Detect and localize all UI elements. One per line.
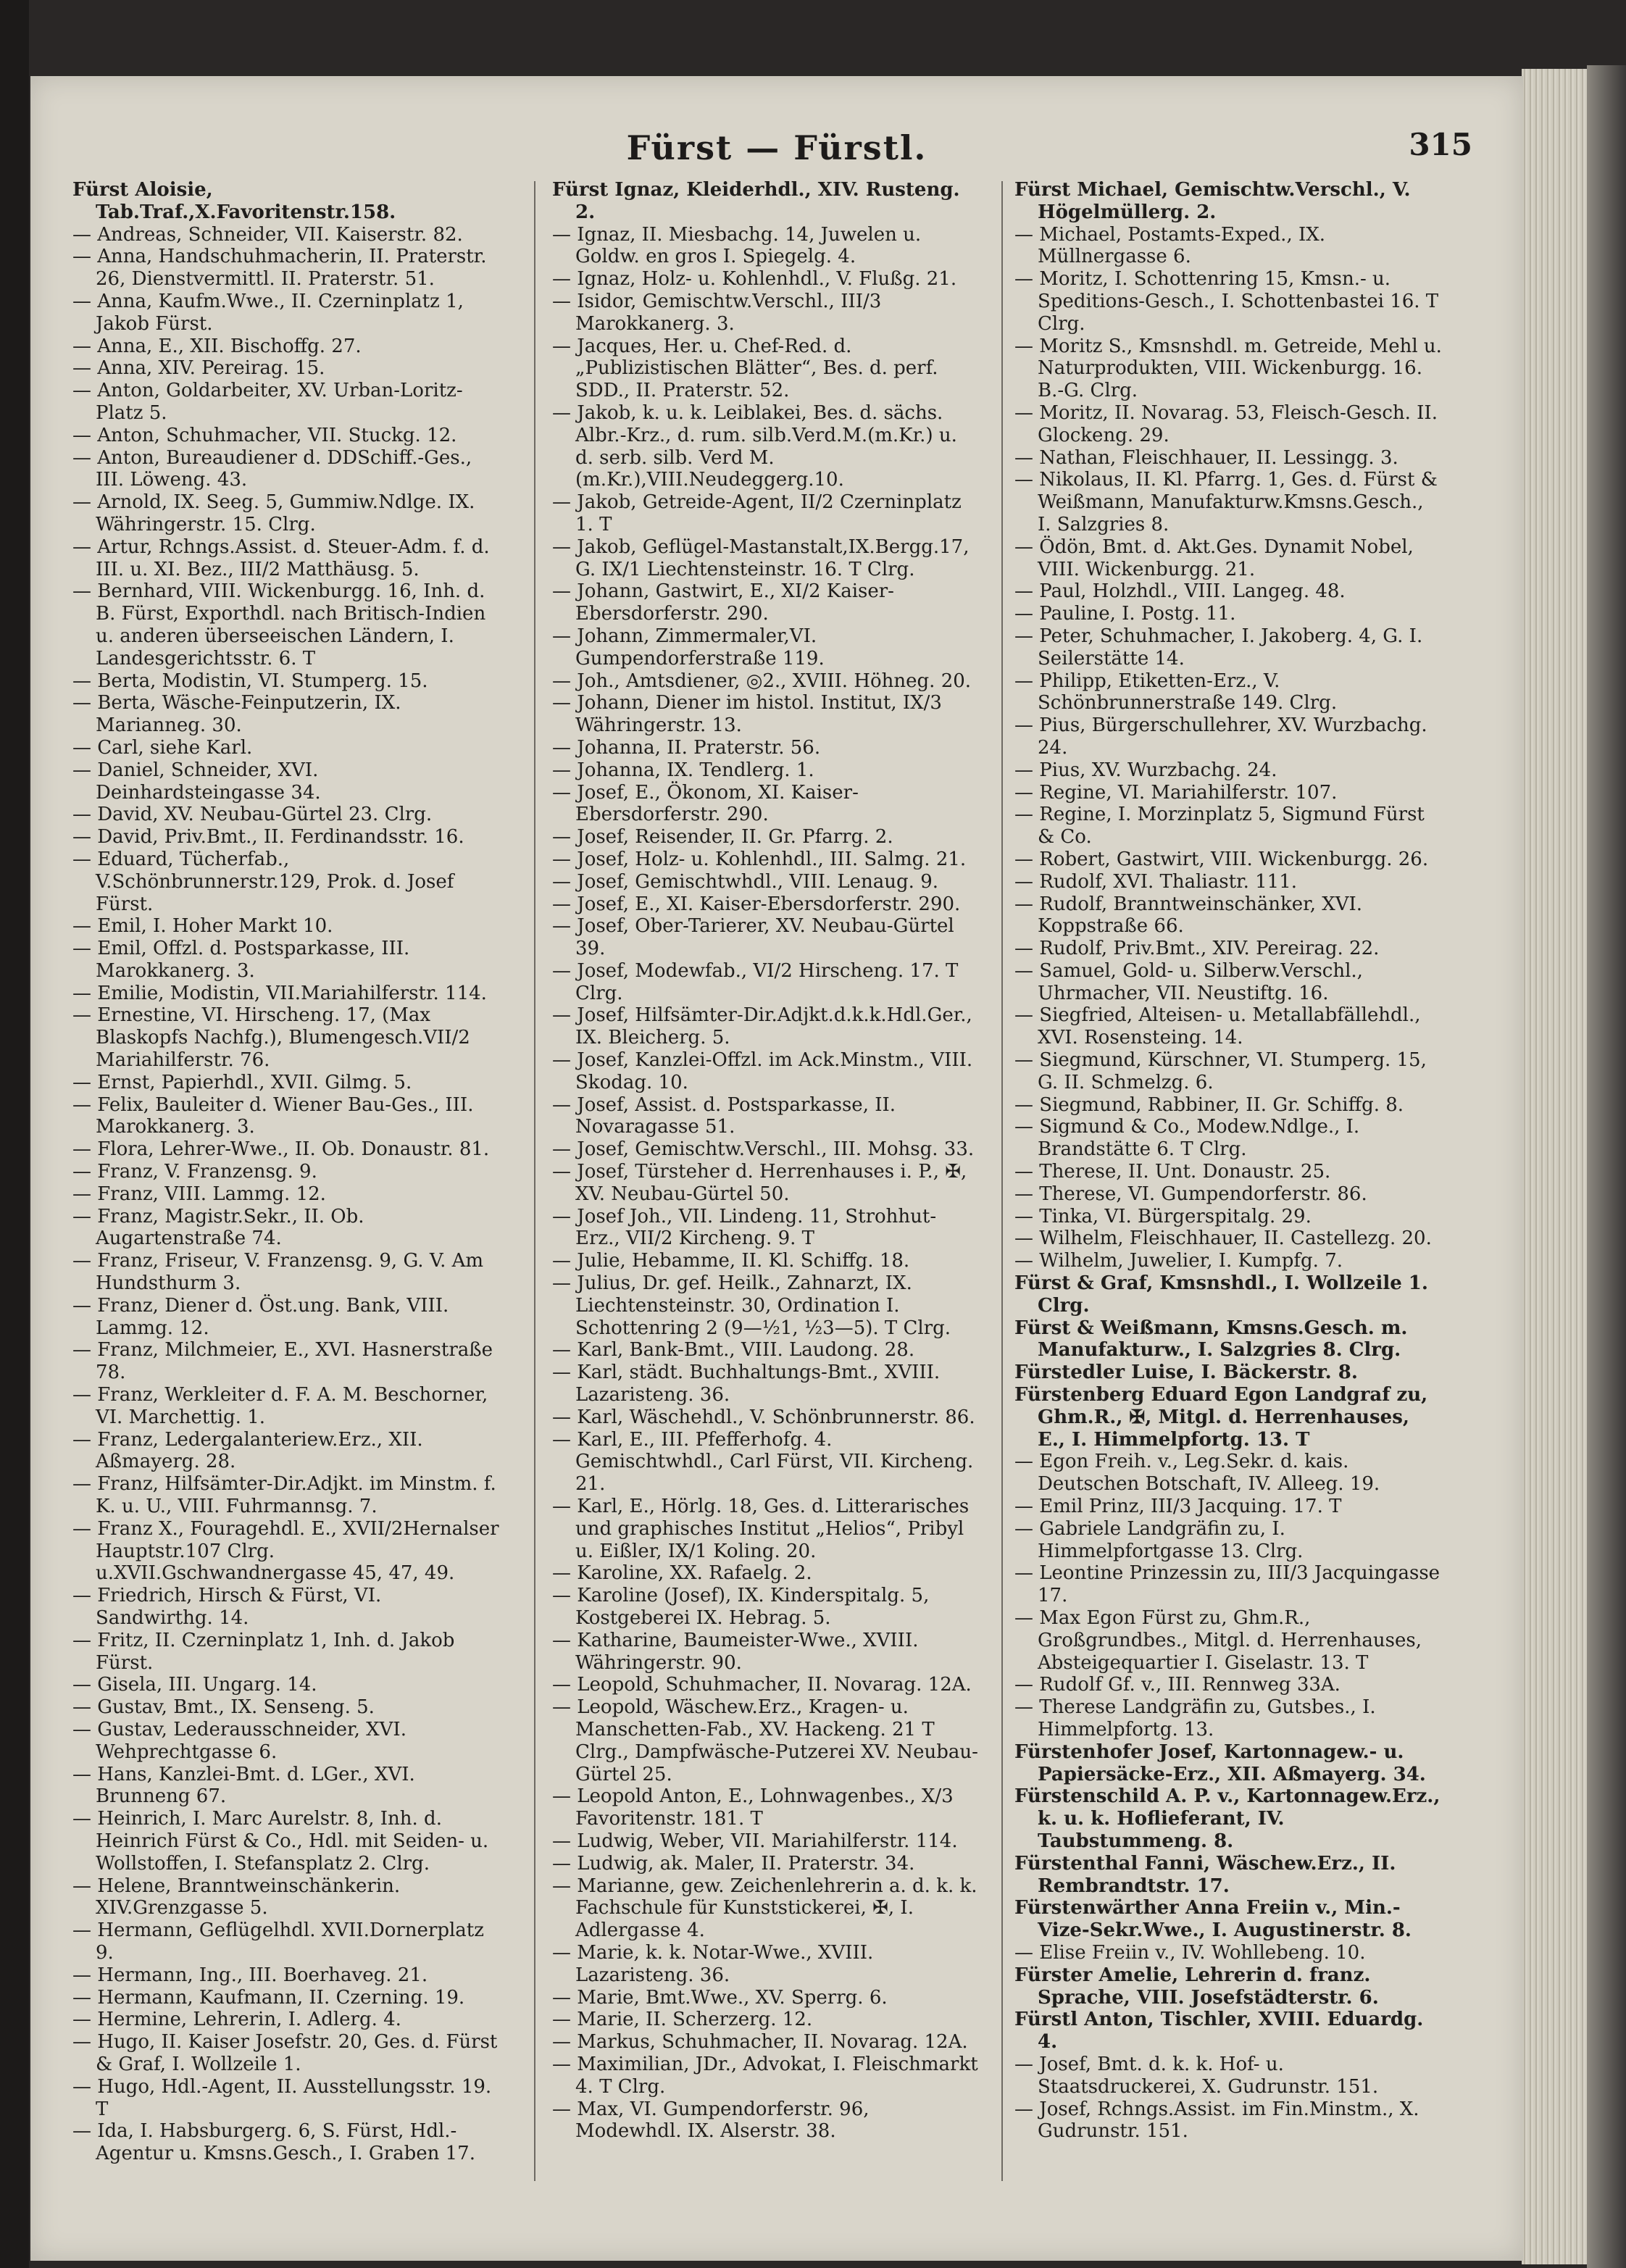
directory-entry: — Hugo, II. Kaiser Josefstr. 20, Ges. d. Fürst & Graf, I. Wollzeile 1. — [72, 2031, 498, 2075]
directory-entry: — Josef, Türsteher d. Herrenhauses i. P., ✠, XV. Neubau-Gürtel 50. — [552, 1161, 967, 1205]
directory-entry: — Marie, k. k. Notar-Wwe., XVIII. Lazaristeng. 36. — [552, 1941, 874, 1986]
directory-entry: — Daniel, Schneider, XVI. Deinhardsteingasse 34. — [72, 759, 321, 804]
directory-entry: — Regine, I. Morzinplatz 5, Sigmund Fürst & Co. — [1014, 804, 1425, 849]
directory-entry: — Franz, Milchmeier, E., XVI. Hasnerstraße 78. — [72, 1339, 493, 1384]
directory-entry: — Franz, V. Franzensg. 9. — [72, 1161, 317, 1183]
directory-entry: — Johanna, IX. Tendlerg. 1. — [552, 759, 814, 781]
column-divider — [1001, 181, 1003, 2181]
column-divider — [534, 181, 535, 2181]
directory-entry: — Artur, Rchngs.Assist. d. Steuer-Adm. f. d. III. u. XI. Bez., III/2 Matthäusg. 5. — [72, 535, 490, 580]
directory-entry: — Rudolf, Branntweinschänker, XVI. Koppstraße 66. — [1014, 893, 1363, 938]
directory-entry: — Tinka, VI. Bürgerspitalg. 29. — [1014, 1205, 1312, 1227]
directory-entry: — Johann, Diener im histol. Institut, IX/3 Währingerstr. 13. — [552, 692, 942, 737]
directory-entry: — Egon Freih. v., Leg.Sekr. d. kais. Deutschen Botschaft, IV. Alleeg. 19. — [1014, 1451, 1380, 1496]
directory-entry: — Markus, Schuhmacher, II. Novarag. 12A. — [552, 2031, 968, 2054]
directory-entry: — Hermann, Geflügelhdl. XVII.Dornerplatz 9. — [72, 1919, 484, 1964]
book-binding-edge — [0, 0, 29, 2268]
directory-entry: — Josef, Ober-Tarierer, XV. Neubau-Gürtel 39. — [552, 915, 954, 960]
directory-entry: — Anna, XIV. Pereirag. 15. — [72, 357, 325, 380]
directory-entry: — Therese Landgräfin zu, Gutsbes., I. Himmelpfortg. 13. — [1014, 1696, 1376, 1740]
directory-entry: — Ludwig, ak. Maler, II. Praterstr. 34. — [552, 1852, 915, 1875]
directory-entry: — Katharine, Baumeister-Wwe., XVIII. Währingerstr. 90. — [552, 1629, 919, 1674]
directory-column-1 — [72, 179, 500, 2208]
directory-entry: — Ignaz, II. Miesbachg. 14, Juwelen u. Goldw. en gros I. Spiegelg. 4. — [552, 223, 922, 268]
directory-entry: — Rudolf Gf. v., III. Rennweg 33A. — [1014, 1674, 1341, 1696]
directory-entry: Fürst & Graf, Kmsnshdl., I. Wollzeile 1. Clrg. — [1014, 1272, 1428, 1317]
directory-entry: — Pius, XV. Wurzbachg. 24. — [1014, 759, 1277, 781]
directory-entry: — Siegfried, Alteisen- u. Metallabfällehdl., XVI. Rosensteing. 14. — [1014, 1004, 1421, 1049]
directory-entry: — Sigmund & Co., Modew.Ndlge., I. Brandstätte 6. T Clrg. — [1014, 1116, 1360, 1161]
directory-entry: — Moritz, I. Schottenring 15, Kmsn.- u. Speditions-Gesch., I. Schottenbastei 16. T Clrg. — [1014, 268, 1439, 335]
directory-entry: Fürstenthal Fanni, Wäschew.Erz., II. Rembrandtstr. 17. — [1014, 1852, 1396, 1897]
directory-entry: — Karoline (Josef), IX. Kinderspitalg. 5, Kostgeberei IX. Hebrag. 5. — [552, 1585, 930, 1629]
directory-entry: — Franz, Diener d. Öst.ung. Bank, VIII. Lammg. 12. — [72, 1294, 449, 1339]
directory-entry: — Joh., Amtsdiener, ◎2., XVIII. Höhneg. 20. — [552, 670, 972, 692]
directory-entry: Fürst Aloisie, Tab.Traf.,X.Favoritenstr.158. — [72, 179, 396, 223]
directory-entry: — Moritz S., Kmsnshdl. m. Getreide, Mehl u. Naturprodukten, VIII. Wickenburgg. 16. B.-G. Clrg. — [1014, 335, 1442, 402]
directory-entry: — Johann, Zimmermaler,VI. Gumpendorferstraße 119. — [552, 625, 825, 670]
directory-entry: — Flora, Lehrer-Wwe., II. Ob. Donaustr. 81. — [72, 1138, 490, 1161]
directory-entry: — Heinrich, I. Marc Aurelstr. 8, Inh. d. Heinrich Fürst & Co., Hdl. mit Seiden- u. Wollstoffen, I. Stefansplatz 2. Clrg. — [72, 1808, 489, 1875]
directory-entry: — Rudolf, Priv.Bmt., XIV. Pereirag. 22. — [1014, 938, 1380, 960]
directory-entry: — Josef, Kanzlei-Offzl. im Ack.Minstm., VIII. Skodag. 10. — [552, 1049, 973, 1093]
directory-entry: — Julius, Dr. gef. Heilk., Zahnarzt, IX. Liechtensteinstr. 30, Ordination I. Schottenring 2 (9—½1, ½3—5). T Clrg. — [552, 1272, 951, 1339]
directory-entry: — Karl, Bank-Bmt., VIII. Laudong. 28. — [552, 1339, 915, 1362]
directory-entry: — Karl, E., Hörlg. 18, Ges. d. Litterarisches und graphisches Institut „Helios“, Pribyl u. Eißler, IX/1 Koling. 20. — [552, 1496, 970, 1562]
directory-entry: — Ida, I. Habsburgerg. 6, S. Fürst, Hdl.-Agentur u. Kmsns.Gesch., I. Graben 17. — [72, 2120, 475, 2165]
page-stack-edge — [1522, 69, 1587, 2264]
directory-entry: — Josef, Bmt. d. k. k. Hof- u. Staatsdruckerei, X. Gudrunstr. 151. — [1014, 2053, 1379, 2098]
directory-entry: — Philipp, Etiketten-Erz., V. Schönbrunnerstraße 149. Clrg. — [1014, 670, 1338, 714]
directory-entry: — Moritz, II. Novarag. 53, Fleisch-Gesch. II. Glockeng. 29. — [1014, 401, 1438, 446]
directory-entry: — Josef, E., XI. Kaiser-Ebersdorferstr. 290. — [552, 893, 961, 915]
directory-entry: — Samuel, Gold- u. Silberw.Verschl., Uhrmacher, VII. Neustiftg. 16. — [1014, 959, 1363, 1004]
directory-entry: — Bernhard, VIII. Wickenburgg. 16, Inh. d. B. Fürst, Exporthdl. nach Britisch-Indien u. anderen überseeischen Ländern, I. Landesgerichtsstr. 6. T — [72, 580, 486, 670]
directory-entry: — Therese, VI. Gumpendorferstr. 86. — [1014, 1183, 1367, 1205]
directory-entry: — Anton, Goldarbeiter, XV. Urban-Loritz-Platz 5. — [72, 380, 463, 424]
directory-entry: — Julie, Hebamme, II. Kl. Schiffg. 18. — [552, 1250, 910, 1272]
directory-entry: — Pius, Bürgerschullehrer, XV. Wurzbachg. 24. — [1014, 714, 1427, 759]
directory-entry: — Josef, Rchngs.Assist. im Fin.Minstm., X. Gudrunstr. 151. — [1014, 2098, 1419, 2143]
directory-entry: — Wilhelm, Fleischhauer, II. Castellezg. 20. — [1014, 1227, 1432, 1250]
directory-entry: — Paul, Holzhdl., VIII. Langeg. 48. — [1014, 580, 1346, 603]
directory-entry: — Emilie, Modistin, VII.Mariahilferstr. 114. — [72, 982, 487, 1004]
directory-entry: — Rudolf, XVI. Thaliastr. 111. — [1014, 870, 1298, 893]
directory-entry: Fürster Amelie, Lehrerin d. franz. Sprache, VIII. Josefstädterstr. 6. — [1014, 1964, 1379, 2009]
page-header-title: Fürst — Fürstl. — [626, 128, 927, 167]
directory-entry: — Leopold Anton, E., Lohnwagenbes., X/3 Favoritenstr. 181. T — [552, 1785, 954, 1830]
directory-entry: — Josef Joh., VII. Lindeng. 11, Strohhut-Erz., VII/2 Kircheng. 9. T — [552, 1205, 937, 1250]
directory-entry: — Gustav, Bmt., IX. Senseng. 5. — [72, 1696, 375, 1719]
directory-entry: — Eduard, Tücherfab., V.Schönbrunnerstr.129, Prok. d. Josef Fürst. — [72, 848, 454, 915]
directory-entry: — Ödön, Bmt. d. Akt.Ges. Dynamit Nobel, VIII. Wickenburgg. 21. — [1014, 535, 1414, 580]
directory-column-2 — [552, 179, 980, 2208]
directory-entry: — Ernestine, VI. Hirscheng. 17, (Max Blaskopfs Nachfg.), Blumengesch.VII/2 Mariahilferstr. 76. — [72, 1004, 470, 1072]
directory-entry: — Josef, Holz- u. Kohlenhdl., III. Salmg. 21. — [552, 848, 967, 870]
directory-entry: — Emil, Offzl. d. Postsparkasse, III. Marokkanerg. 3. — [72, 938, 410, 982]
directory-entry: — Franz, Werkleiter d. F. A. M. Beschorner, VI. Marchettig. 1. — [72, 1384, 488, 1428]
directory-entry: — Johanna, II. Praterstr. 56. — [552, 736, 821, 759]
directory-entry: — Ignaz, Holz- u. Kohlenhdl., V. Flußg. 21. — [552, 268, 957, 291]
directory-entry: — Emil, I. Hoher Markt 10. — [72, 915, 333, 938]
directory-entry: — Siegmund, Kürschner, VI. Stumperg. 15, G. II. Schmelzg. 6. — [1014, 1049, 1427, 1093]
directory-entry: — Marie, Bmt.Wwe., XV. Sperrg. 6. — [552, 1986, 888, 2009]
directory-entry: Fürstedler Luise, I. Bäckerstr. 8. — [1014, 1362, 1358, 1384]
page-number: 315 — [1409, 127, 1472, 162]
directory-entry: — Anna, E., XII. Bischoffg. 27. — [72, 335, 362, 357]
directory-entry: — Regine, VI. Mariahilferstr. 107. — [1014, 781, 1338, 804]
directory-entry: Fürstenhofer Josef, Kartonnagew.- u. Papiersäcke-Erz., XII. Aßmayerg. 34. — [1014, 1740, 1426, 1785]
directory-entry: — Max Egon Fürst zu, Ghm.R., Großgrundbes., Mitgl. d. Herrenhauses, Absteigequartier I. Giselastr. 13. T — [1014, 1607, 1422, 1674]
directory-entry: — Franz X., Fouragehdl. E., XVII/2Hernalser Hauptstr.107 Clrg. u.XVII.Gschwandnergasse 45, 47, 49. — [72, 1517, 499, 1585]
directory-entry: — Leontine Prinzessin zu, III/3 Jacquingasse 17. — [1014, 1562, 1441, 1607]
directory-entry: — Andreas, Schneider, VII. Kaiserstr. 82. — [72, 223, 463, 246]
directory-entry: — Michael, Postamts-Exped., IX. Müllnergasse 6. — [1014, 223, 1326, 268]
directory-entry: — Franz, Hilfsämter-Dir.Adjkt. im Minstm. f. K. u. U., VIII. Fuhrmannsg. 7. — [72, 1473, 496, 1518]
directory-entry: — Gabriele Landgräfin zu, I. Himmelpfortgasse 13. Clrg. — [1014, 1517, 1304, 1562]
directory-entry: — Franz, Ledergalanteriew.Erz., XII. Aßmayerg. 28. — [72, 1428, 423, 1473]
directory-entry: — Johann, Gastwirt, E., XI/2 Kaiser-Ebersdorferstr. 290. — [552, 580, 894, 625]
directory-entry: — Elise Freiin v., IV. Wohllebeng. 10. — [1014, 1941, 1366, 1964]
directory-entry: — Leopold, Wäschew.Erz., Kragen- u. Manschetten-Fab., XV. Hackeng. 21 T Clrg., Dampfwäsche-Putzerei XV. Neubau-Gürtel 25. — [552, 1696, 978, 1785]
directory-entry: — Karoline, XX. Rafaelg. 2. — [552, 1562, 812, 1585]
directory-entry: — Jakob, Getreide-Agent, II/2 Czerninplatz 1. T — [552, 491, 962, 535]
directory-entry: Fürstenberg Eduard Egon Landgraf zu, Ghm.R., ✠, Mitgl. d. Herrenhauses, E., I. Himmelpfortg. 13. T — [1014, 1384, 1428, 1451]
directory-entry: — Nikolaus, II. Kl. Pfarrg. 1, Ges. d. Fürst & Weißmann, Manufakturw.Kmsns.Gesch., I. Salzgries 8. — [1014, 469, 1438, 535]
directory-entry: — David, XV. Neubau-Gürtel 23. Clrg. — [72, 804, 433, 826]
directory-entry: — Berta, Wäsche-Feinputzerin, IX. Mariannеg. 30. — [72, 692, 401, 737]
directory-entry: — Therese, II. Unt. Donaustr. 25. — [1014, 1161, 1331, 1183]
directory-entry: Fürstl Anton, Tischler, XVIII. Eduardg. 4. — [1014, 2009, 1424, 2054]
directory-entry: — Franz, Magistr.Sekr., II. Ob. Augartenstraße 74. — [72, 1205, 364, 1250]
directory-entry: — Josef, Gemischtw.Verschl., III. Mohsg. 33. — [552, 1138, 975, 1161]
directory-entry: — Josef, Gemischtwhdl., VIII. Lenaug. 9. — [552, 870, 939, 893]
directory-entry: — Gisela, III. Ungarg. 14. — [72, 1674, 317, 1696]
directory-entry: — Robert, Gastwirt, VIII. Wickenburgg. 26. — [1014, 848, 1429, 870]
directory-entry: — David, Priv.Bmt., II. Ferdinandsstr. 16. — [72, 826, 464, 849]
directory-entry: — Maximilian, JDr., Advokat, I. Fleischmarkt 4. T Clrg. — [552, 2053, 978, 2098]
directory-entry: — Isidor, Gemischtw.Verschl., III/3 Marokkanerg. 3. — [552, 290, 882, 335]
directory-entry: — Wilhelm, Juwelier, I. Kumpfg. 7. — [1014, 1250, 1343, 1272]
directory-entry: Fürst Ignaz, Kleiderhdl., XIV. Rusteng. 2. — [552, 179, 960, 223]
directory-entry: — Karl, städt. Buchhaltungs-Bmt., XVIII. Lazaristeng. 36. — [552, 1362, 941, 1406]
directory-entry: — Ludwig, Weber, VII. Mariahilferstr. 114. — [552, 1830, 958, 1852]
directory-entry: — Josef, E., Ökonom, XI. Kaiser-Ebersdorferstr. 290. — [552, 781, 859, 826]
directory-entry: — Josef, Modewfab., VI/2 Hirscheng. 17. T Clrg. — [552, 959, 959, 1004]
directory-page — [30, 76, 1523, 2261]
directory-entry: — Max, VI. Gumpendorferstr. 96, Modewhdl. IX. Alserstr. 38. — [552, 2098, 870, 2143]
directory-entry: — Hugo, Hdl.-Agent, II. Ausstellungsstr. 19. T — [72, 2075, 492, 2120]
directory-entry: — Hermann, Kaufmann, II. Czerning. 19. — [72, 1986, 465, 2009]
directory-column-3 — [1014, 179, 1442, 2208]
directory-entry: — Franz, VIII. Lammg. 12. — [72, 1183, 326, 1205]
directory-entry: — Anton, Bureaudiener d. DDSchiff.-Ges., III. Löweng. 43. — [72, 446, 472, 491]
directory-entry: Fürst Michael, Gemischtw.Verschl., V. Högelmüllerg. 2. — [1014, 179, 1411, 223]
directory-entry: — Arnold, IX. Seeg. 5, Gummiw.Ndlge. IX. Währingerstr. 15. Clrg. — [72, 491, 475, 535]
directory-entry: — Hermann, Ing., III. Boerhaveg. 21. — [72, 1964, 428, 1986]
directory-entry: — Marianne, gew. Zeichenlehrerin a. d. k. k. Fachschule für Kunststickerei, ✠, I. Adlergasse 4. — [552, 1875, 977, 1942]
directory-entry: — Hans, Kanzlei-Bmt. d. LGer., XVI. Brunnеng 67. — [72, 1763, 415, 1808]
directory-entry: Fürstenschild A. P. v., Kartonnagew.Erz., k. u. k. Hoflieferant, IV. Taubstummeng. 8. — [1014, 1785, 1441, 1852]
directory-entry: — Josef, Reisender, II. Gr. Pfarrg. 2. — [552, 826, 893, 849]
directory-entry: — Helene, Branntweinschänkerin. XIV.Grenzgasse 5. — [72, 1875, 401, 1919]
directory-entry: — Jakob, Geflügel-Mastanstalt,IX.Bergg.17, G. IX/1 Liechtensteinstr. 16. T Clrg. — [552, 535, 970, 580]
directory-entry: — Carl, siehe Karl. — [72, 736, 253, 759]
directory-entry: — Karl, E., III. Pfefferhofg. 4. Gemischtwhdl., Carl Fürst, VII. Kircheng. 21. — [552, 1428, 974, 1496]
directory-entry: — Peter, Schuhmacher, I. Jakoberg. 4, G. I. Seilerstätte 14. — [1014, 625, 1423, 670]
directory-entry: — Marie, II. Scherzerg. 12. — [552, 2009, 813, 2031]
directory-entry: — Fritz, II. Czerninplatz 1, Inh. d. Jakob Fürst. — [72, 1629, 455, 1674]
directory-entry: — Josef, Assist. d. Postsparkasse, II. Novaragasse 51. — [552, 1093, 896, 1138]
directory-entry: — Felix, Bauleiter d. Wiener Bau-Ges., III. Marokkanerg. 3. — [72, 1093, 474, 1138]
directory-entry: — Jakob, k. u. k. Leiblakei, Bes. d. sächs. Albr.-Krz., d. rum. silb.Verd.M.(m.Kr.) u. d. serb. silb. Verd M. (m.Kr.),VIII.Neudeggerg.10. — [552, 401, 957, 491]
directory-entry: — Josef, Hilfsämter-Dir.Adjkt.d.k.k.Hdl.Ger., IX. Bleicherg. 5. — [552, 1004, 972, 1049]
directory-entry: — Hermine, Lehrerin, I. Adlerg. 4. — [72, 2009, 401, 2031]
directory-entry: Fürst & Weißmann, Kmsns.Gesch. m. Manufakturw., I. Salzgries 8. Clrg. — [1014, 1317, 1408, 1362]
directory-entry: — Ernst, Papierhdl., XVII. Gilmg. 5. — [72, 1071, 412, 1093]
directory-entry: — Franz, Friseur, V. Franzensg. 9, G. V. Am Hundsthurm 3. — [72, 1250, 484, 1295]
directory-entry: — Siegmund, Rabbiner, II. Gr. Schiffg. 8. — [1014, 1093, 1404, 1116]
directory-entry: — Anna, Handschuhmacherin, II. Praterstr. 26, Dienstvermittl. II. Praterstr. 51. — [72, 246, 487, 291]
directory-entry: Fürstenwärther Anna Freiin v., Min.-Vize-Sekr.Wwe., I. Augustinerstr. 8. — [1014, 1897, 1412, 1942]
directory-entry: — Leopold, Schuhmacher, II. Novarag. 12A. — [552, 1674, 972, 1696]
directory-entry: — Anna, Kaufm.Wwe., II. Czerninplatz 1, Jakob Fürst. — [72, 290, 464, 335]
directory-entry: — Friedrich, Hirsch & Fürst, VI. Sandwirthg. 14. — [72, 1585, 382, 1629]
directory-entry: — Karl, Wäschehdl., V. Schönbrunnerstr. 86. — [552, 1406, 975, 1428]
directory-entry: — Anton, Schuhmacher, VII. Stuckg. 12. — [72, 424, 457, 446]
directory-entry: — Jacques, Her. u. Chef-Red. d. „Publizistischen Blätter“, Bes. d. perf. SDD., II. Praterstr. 52. — [552, 335, 938, 402]
directory-entry: — Nathan, Fleischhauer, II. Lessingg. 3. — [1014, 446, 1398, 469]
book-edge-shadow — [1587, 65, 1626, 2268]
directory-entry: — Gustav, Lederausschneider, XVI. Wehprechtgasse 6. — [72, 1718, 406, 1763]
directory-entry: — Berta, Modistin, VI. Stumperg. 15. — [72, 670, 428, 692]
directory-entry: — Pauline, I. Postg. 11. — [1014, 603, 1236, 625]
directory-entry: — Emil Prinz, III/3 Jacquing. 17. T — [1014, 1496, 1342, 1518]
